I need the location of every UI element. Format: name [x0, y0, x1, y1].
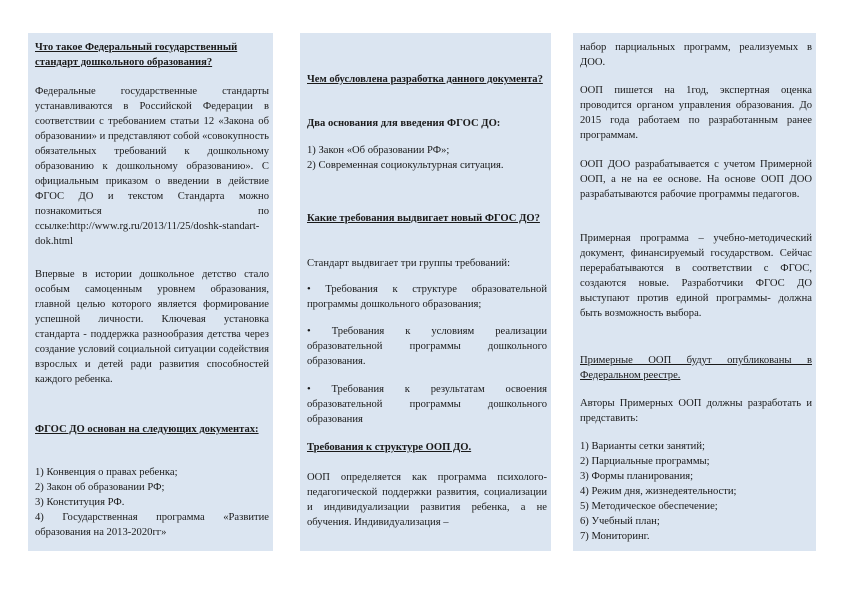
list-item: 4) Государственная программа «Развитие образования на 2013-2020гг»: [35, 512, 269, 538]
list-item: 7) Мониторинг.: [580, 531, 650, 542]
fgos-documents-heading: ФГОС ДО основан на следующих документах:: [35, 424, 259, 435]
list-item: 3) Конституция РФ.: [35, 497, 125, 508]
column-right: [573, 33, 816, 551]
reasons-list: [307, 143, 547, 173]
column-middle: [300, 33, 551, 551]
requirement-item: • Требования к результатам освоения образовательной программы дошкольного образования: [307, 384, 547, 425]
authors-list: [580, 439, 812, 544]
oop-basis-paragraph: ООП ДОО разрабатывается с учетом Примерной ООП, а не на ее основе. На основе ООП ДОО разрабатываются рабочие программы педагогов.: [580, 159, 812, 200]
requirements-intro: Стандарт выдвигает три группы требований:: [307, 258, 511, 269]
list-item: 2) Закон об образовании РФ;: [35, 482, 165, 493]
partial-programs-paragraph: набор парциальных программ, реализуемых в ДОО.: [580, 42, 812, 68]
fgos-definition-paragraph: Федеральные государственные стандарты устанавливаются в Российской Федерации в соответствии с требованием статьи 12 «Закона об образовании» и представляют собой «совокупность обязательных требований к дошкольному образованию к дошкольному образованию». С официальным приказом о введении в действие ФГОС ДО и текстом Стандарта можно познакомиться по ссылке:http://www.rg.ru/2013/11/25/doshk-standart-dok.html: [35, 86, 269, 247]
reasons-subheading: Два основания для введения ФГОС ДО:: [307, 118, 501, 129]
list-item: 4) Режим дня, жизнедеятельности;: [580, 486, 737, 497]
fgos-history-paragraph: Впервые в истории дошкольное детство стало особым самоценным уровнем образования, главной целью которого является формирование успешной личности. Ключевая установка стандарта - поддержка разнообразия детства через создание условий социальной ситуации содействия взрослых и детей ради развития способностей каждого ребенка.: [35, 269, 269, 385]
list-item: 5) Методическое обеспечение;: [580, 501, 718, 512]
fgos-definition-heading: Что такое Федеральный государственный стандарт дошкольного образования?: [35, 42, 238, 68]
column-left: [28, 33, 273, 551]
authors-paragraph: Авторы Примерных ООП должны разработать и представить:: [580, 398, 812, 424]
federal-registry-paragraph: Примерные ООП будут опубликованы в Федеральном реестре.: [580, 355, 812, 381]
list-item: 2) Современная социокультурная ситуация.: [307, 160, 504, 171]
list-item: 6) Учебный план;: [580, 516, 660, 527]
oop-definition-paragraph: ООП определяется как программа психолого-педагогической поддержки развития, социализации и индивидуализации развития ребенка, а не обучения. Индивидуализация –: [307, 472, 547, 528]
list-item: 1) Варианты сетки занятий;: [580, 441, 705, 452]
requirements-heading: Какие требования выдвигает новый ФГОС ДО?: [307, 213, 540, 224]
requirement-item: • Требования к структуре образовательной программы дошкольного образования;: [307, 284, 547, 310]
list-item: 2) Парциальные программы;: [580, 456, 710, 467]
requirement-item: • Требования к условиям реализации образовательной программы дошкольного образования.: [307, 326, 547, 367]
list-item: 1) Конвенция о правах ребенка;: [35, 467, 178, 478]
oop-structure-heading: Требования к структуре ООП ДО.: [307, 442, 472, 453]
development-reason-heading: Чем обусловлена разработка данного документа?: [307, 74, 543, 85]
example-program-paragraph: Примерная программа – учебно-методический документ, финансируемый государством. Сейчас перерабатываются в соответствии с ФГОС, создаются новые. Разработчики ФГОС ДО выступают против единой программы- должна быть возможность выбора.: [580, 233, 812, 319]
list-item: 3) Формы планирования;: [580, 471, 694, 482]
oop-term-paragraph: ООП пишется на 1год, экспертная оценка проводится органом управления образования. До 2015 года работаем по разработанным ранее программам.: [580, 85, 812, 141]
list-item: 1) Закон «Об образовании РФ»;: [307, 145, 450, 156]
documents-list: [35, 465, 269, 540]
